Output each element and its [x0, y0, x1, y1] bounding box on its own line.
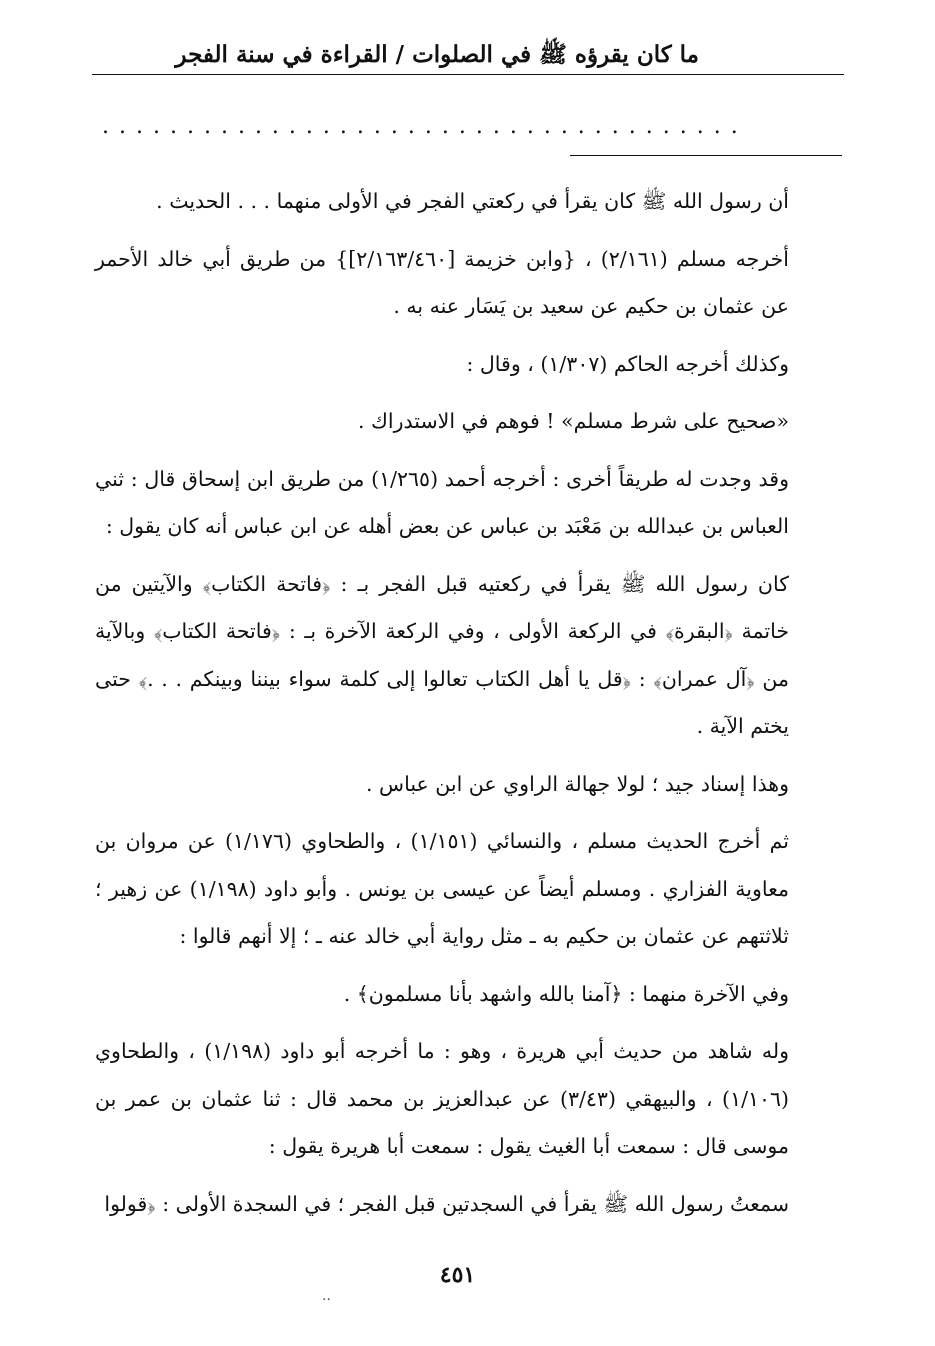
paragraph-other-route: وقد وجدت له طريقاً أخرى : أخرجه أحمد (١/٢٦٥) من طريق ابن إسحاق قال : ثني العباس بن عبدالله بن مَعْبَد بن عباس عن بعض أهله عن ابن عباس أنه كان يقول :: [95, 466, 790, 538]
page-number: [0, 1262, 935, 1288]
paragraph-isnad-grade: وهذا إسناد جيد ؛ لولا جهالة الراوي عن ابن عباس .: [366, 771, 789, 796]
running-header-title: ما كان يقرؤه ﷺ في الصلوات / القراءة في سنة الفجر: [175, 41, 699, 68]
paragraph-hakim-quote: «صحيح على شرط مسلم» ! فوهم في الاستدراك .: [357, 409, 789, 433]
paragraph-ibn-abbas-text: كان رسول الله ﷺ يقرأ في ركعتيه قبل الفجر بـ : ﴿فاتحة الكتاب﴾ والآيتين من خاتمة ﴿البقرة﴾ في الركعة الأولى ، وفي الركعة الآخرة بـ : ﴿فاتحة الكتاب﴾ وبالآية من ﴿آل عمران﴾ : ﴿قل يا أهل الكتاب تعالوا إلى كلمة سواء بيننا وبينكم . . .﴾ حتى يختم الآية .: [95, 571, 789, 738]
dotted-separator: ......................................: [102, 115, 748, 139]
paragraph-takhrij-muslim: أخرجه مسلم (٢/١٦١) ، {وابن خزيمة [٢/١٦٣/٤٦٠]} من طريق أبي خالد الأحمر عن عثمان بن حكيم عن سعيد بن يَسَار عنه به .: [95, 246, 789, 318]
footnote-rule: [570, 155, 842, 156]
paragraph-second-rakah: وفي الآخرة منهما : ﴿آمنا بالله واشهد بأنا مسلمون﴾ .: [343, 981, 789, 1006]
paragraph-further-takhrij: ثم أخرج الحديث مسلم ، والنسائي (١/١٥١) ، والطحاوي (١/١٧٦) عن مروان بن معاوية الفزاري . ومسلم أيضاً عن عيسى بن يونس . وأبو داود (١/١٩٨) عن زهير ؛ ثلاثتهم عن عثمان بن حكيم به ـ مثل رواية أبي خالد عنه ـ ؛ إلا أنهم قالوا :: [95, 829, 790, 948]
header-rule: [92, 74, 844, 75]
body-text: [95, 178, 835, 1238]
page-number-text: ٤٥١: [439, 1262, 476, 1288]
paragraph-abu-hurayra-witness: وله شاهد من حديث أبي هريرة ، وهو : ما أخرجه أبو داود (١/١٩٨) ، والطحاوي (١/١٠٦) ، والبيهقي (٣/٤٣) عن عبدالعزيز بن محمد قال : ثنا عثمان بن عمر بن موسى قال : سمعت أبا الغيث يقول : سمعت أبا هريرة يقول :: [95, 1039, 790, 1158]
print-speck: ··: [322, 1292, 331, 1308]
paragraph-abu-hurayra-text: سمعتُ رسول الله ﷺ يقرأ في السجدتين قبل الفجر ؛ في السجدة الأولى : ﴿قولوا: [104, 1191, 789, 1216]
paragraph-hadith-quote: أن رسول الله ﷺ كان يقرأ في ركعتي الفجر في الأولى منهما . . . الحديث .: [156, 189, 789, 213]
paragraph-hakim: وكذلك أخرجه الحاكم (١/٣٠٧) ، وقال :: [466, 351, 789, 376]
